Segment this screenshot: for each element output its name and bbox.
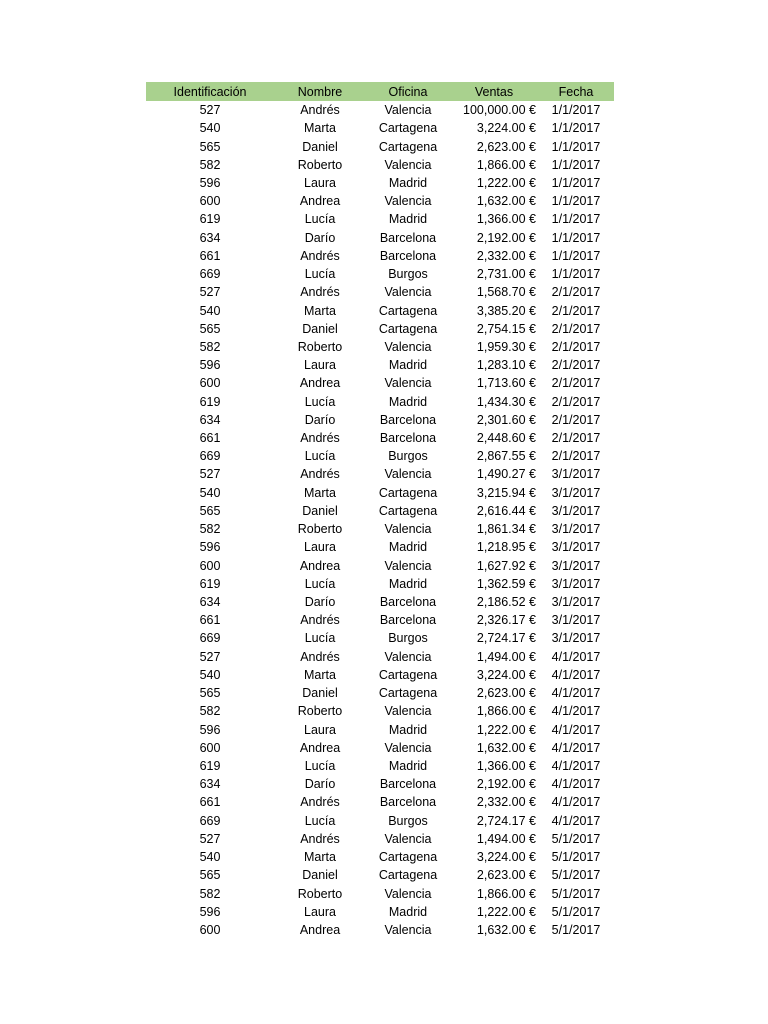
table-row xyxy=(146,374,614,392)
cell-fecha: 1/1/2017 xyxy=(551,230,601,245)
cell-nombre: Andrés xyxy=(300,467,340,482)
cell-fecha: 2/1/2017 xyxy=(551,321,601,336)
cell-identificacion: 540 xyxy=(199,121,221,136)
cell-fecha: 3/1/2017 xyxy=(551,595,601,610)
cell-ventas: 3,385.20 € xyxy=(476,303,536,318)
table-row xyxy=(146,520,614,538)
cell-nombre: Daniel xyxy=(302,686,338,701)
cell-oficina: Burgos xyxy=(388,631,428,646)
cell-nombre: Lucía xyxy=(304,212,336,227)
table-row xyxy=(146,684,614,702)
cell-ventas: 1,866.00 € xyxy=(476,886,536,901)
table-row xyxy=(146,174,614,192)
cell-ventas: 2,724.17 € xyxy=(476,631,536,646)
cell-fecha: 3/1/2017 xyxy=(551,558,601,573)
cell-ventas: 1,632.00 € xyxy=(476,740,536,755)
table-header-row xyxy=(146,82,614,101)
cell-ventas: 1,494.00 € xyxy=(476,649,536,664)
cell-nombre: Andrés xyxy=(300,248,340,263)
table-row xyxy=(146,702,614,720)
cell-nombre: Marta xyxy=(304,303,336,318)
cell-ventas: 2,754.15 € xyxy=(476,321,536,336)
cell-identificacion: 661 xyxy=(199,613,221,628)
table-row xyxy=(146,830,614,848)
table-row xyxy=(146,393,614,411)
cell-oficina: Valencia xyxy=(384,649,432,664)
table-row xyxy=(146,301,614,319)
cell-ventas: 2,332.00 € xyxy=(476,795,536,810)
cell-nombre: Darío xyxy=(304,412,336,427)
cell-identificacion: 661 xyxy=(199,248,221,263)
cell-nombre: Lucía xyxy=(304,758,336,773)
cell-nombre: Andrés xyxy=(300,831,340,846)
cell-fecha: 2/1/2017 xyxy=(551,339,601,354)
table-body xyxy=(146,101,614,939)
cell-fecha: 2/1/2017 xyxy=(551,376,601,391)
cell-identificacion: 619 xyxy=(199,212,221,227)
cell-fecha: 1/1/2017 xyxy=(551,175,601,190)
cell-nombre: Lucía xyxy=(304,394,336,409)
cell-ventas: 1,866.00 € xyxy=(476,157,536,172)
table-row xyxy=(146,866,614,884)
cell-oficina: Cartagena xyxy=(378,303,438,318)
cell-nombre: Roberto xyxy=(297,339,343,354)
cell-nombre: Daniel xyxy=(302,321,338,336)
cell-nombre: Lucía xyxy=(304,267,336,282)
cell-fecha: 1/1/2017 xyxy=(551,248,601,263)
cell-nombre: Lucía xyxy=(304,449,336,464)
table-row xyxy=(146,338,614,356)
cell-identificacion: 596 xyxy=(199,175,221,190)
cell-ventas: 2,186.52 € xyxy=(476,595,536,610)
cell-identificacion: 596 xyxy=(199,904,221,919)
cell-identificacion: 582 xyxy=(199,157,221,172)
cell-identificacion: 669 xyxy=(199,631,221,646)
cell-identificacion: 540 xyxy=(199,303,221,318)
cell-identificacion: 582 xyxy=(199,704,221,719)
cell-ventas: 1,222.00 € xyxy=(476,722,536,737)
cell-fecha: 3/1/2017 xyxy=(551,613,601,628)
cell-ventas: 1,713.60 € xyxy=(476,376,536,391)
table-row xyxy=(146,648,614,666)
cell-ventas: 1,218.95 € xyxy=(476,540,536,555)
table-row xyxy=(146,793,614,811)
table-row xyxy=(146,903,614,921)
cell-identificacion: 600 xyxy=(199,558,221,573)
cell-oficina: Barcelona xyxy=(379,412,437,427)
table-row xyxy=(146,593,614,611)
cell-identificacion: 565 xyxy=(199,139,221,154)
cell-fecha: 5/1/2017 xyxy=(551,922,601,937)
cell-identificacion: 634 xyxy=(199,412,221,427)
cell-identificacion: 661 xyxy=(199,431,221,446)
cell-identificacion: 565 xyxy=(199,686,221,701)
cell-oficina: Madrid xyxy=(388,722,428,737)
cell-oficina: Madrid xyxy=(388,358,428,373)
table-row xyxy=(146,720,614,738)
cell-oficina: Madrid xyxy=(388,540,428,555)
cell-oficina: Cartagena xyxy=(378,868,438,883)
cell-fecha: 2/1/2017 xyxy=(551,449,601,464)
cell-fecha: 3/1/2017 xyxy=(551,467,601,482)
cell-oficina: Madrid xyxy=(388,394,428,409)
table-row xyxy=(146,119,614,137)
cell-ventas: 1,959.30 € xyxy=(476,339,536,354)
cell-oficina: Valencia xyxy=(384,339,432,354)
cell-nombre: Darío xyxy=(304,595,336,610)
cell-fecha: 4/1/2017 xyxy=(551,795,601,810)
cell-oficina: Valencia xyxy=(384,157,432,172)
table-row xyxy=(146,137,614,155)
cell-nombre: Marta xyxy=(304,850,336,865)
cell-nombre: Daniel xyxy=(302,139,338,154)
cell-identificacion: 540 xyxy=(199,485,221,500)
cell-oficina: Barcelona xyxy=(379,777,437,792)
cell-oficina: Barcelona xyxy=(379,595,437,610)
cell-oficina: Burgos xyxy=(388,813,428,828)
cell-ventas: 1,568.70 € xyxy=(476,285,536,300)
cell-ventas: 2,448.60 € xyxy=(476,431,536,446)
cell-fecha: 4/1/2017 xyxy=(551,649,601,664)
cell-oficina: Valencia xyxy=(384,740,432,755)
table-row xyxy=(146,538,614,556)
cell-identificacion: 540 xyxy=(199,850,221,865)
cell-identificacion: 634 xyxy=(199,230,221,245)
cell-identificacion: 527 xyxy=(199,467,221,482)
cell-oficina: Valencia xyxy=(384,285,432,300)
cell-oficina: Cartagena xyxy=(378,850,438,865)
cell-nombre: Laura xyxy=(304,175,336,190)
cell-oficina: Barcelona xyxy=(379,613,437,628)
cell-identificacion: 600 xyxy=(199,922,221,937)
cell-fecha: 5/1/2017 xyxy=(551,850,601,865)
cell-identificacion: 619 xyxy=(199,758,221,773)
cell-nombre: Laura xyxy=(304,358,336,373)
table-row xyxy=(146,210,614,228)
cell-nombre: Marta xyxy=(304,667,336,682)
cell-nombre: Andrés xyxy=(300,285,340,300)
cell-oficina: Cartagena xyxy=(378,139,438,154)
table-row xyxy=(146,484,614,502)
cell-nombre: Lucía xyxy=(304,576,336,591)
cell-identificacion: 619 xyxy=(199,576,221,591)
table-row xyxy=(146,921,614,939)
table-row xyxy=(146,757,614,775)
table-row xyxy=(146,192,614,210)
cell-oficina: Valencia xyxy=(384,376,432,391)
cell-ventas: 1,366.00 € xyxy=(476,758,536,773)
table-row xyxy=(146,356,614,374)
table-row xyxy=(146,465,614,483)
cell-fecha: 1/1/2017 xyxy=(551,139,601,154)
cell-identificacion: 582 xyxy=(199,339,221,354)
cell-nombre: Laura xyxy=(304,904,336,919)
cell-identificacion: 600 xyxy=(199,194,221,209)
cell-oficina: Burgos xyxy=(388,267,428,282)
cell-nombre: Darío xyxy=(304,230,336,245)
cell-identificacion: 565 xyxy=(199,868,221,883)
cell-fecha: 3/1/2017 xyxy=(551,503,601,518)
cell-identificacion: 565 xyxy=(199,321,221,336)
cell-ventas: 100,000.00 € xyxy=(463,103,536,118)
table-row xyxy=(146,775,614,793)
cell-oficina: Barcelona xyxy=(379,795,437,810)
cell-fecha: 3/1/2017 xyxy=(551,576,601,591)
cell-fecha: 4/1/2017 xyxy=(551,813,601,828)
cell-ventas: 2,623.00 € xyxy=(476,686,536,701)
cell-fecha: 3/1/2017 xyxy=(551,631,601,646)
cell-oficina: Valencia xyxy=(384,194,432,209)
cell-ventas: 1,362.59 € xyxy=(476,576,536,591)
table-row xyxy=(146,411,614,429)
cell-oficina: Madrid xyxy=(388,576,428,591)
cell-oficina: Valencia xyxy=(384,558,432,573)
cell-oficina: Barcelona xyxy=(379,248,437,263)
cell-identificacion: 582 xyxy=(199,886,221,901)
cell-oficina: Valencia xyxy=(384,103,432,118)
cell-nombre: Andrés xyxy=(300,795,340,810)
cell-nombre: Roberto xyxy=(297,704,343,719)
cell-fecha: 4/1/2017 xyxy=(551,667,601,682)
cell-identificacion: 600 xyxy=(199,740,221,755)
cell-fecha: 4/1/2017 xyxy=(551,722,601,737)
cell-nombre: Andrea xyxy=(299,194,341,209)
cell-ventas: 2,623.00 € xyxy=(476,139,536,154)
cell-fecha: 2/1/2017 xyxy=(551,431,601,446)
cell-fecha: 3/1/2017 xyxy=(551,522,601,537)
cell-oficina: Madrid xyxy=(388,175,428,190)
cell-identificacion: 634 xyxy=(199,777,221,792)
header-nombre: Nombre xyxy=(297,84,343,99)
cell-nombre: Roberto xyxy=(297,157,343,172)
cell-ventas: 2,332.00 € xyxy=(476,248,536,263)
table-row xyxy=(146,739,614,757)
cell-ventas: 3,224.00 € xyxy=(476,850,536,865)
cell-identificacion: 619 xyxy=(199,394,221,409)
cell-fecha: 4/1/2017 xyxy=(551,686,601,701)
cell-ventas: 1,494.00 € xyxy=(476,831,536,846)
cell-oficina: Madrid xyxy=(388,212,428,227)
cell-ventas: 2,301.60 € xyxy=(476,412,536,427)
cell-nombre: Andrés xyxy=(300,613,340,628)
header-identificacion: Identificación xyxy=(173,84,247,99)
table-row xyxy=(146,611,614,629)
cell-oficina: Cartagena xyxy=(378,321,438,336)
table-row xyxy=(146,265,614,283)
table-row xyxy=(146,229,614,247)
cell-fecha: 4/1/2017 xyxy=(551,758,601,773)
cell-ventas: 1,861.34 € xyxy=(476,522,536,537)
cell-nombre: Daniel xyxy=(302,868,338,883)
cell-nombre: Roberto xyxy=(297,522,343,537)
cell-ventas: 2,616.44 € xyxy=(476,503,536,518)
cell-identificacion: 527 xyxy=(199,285,221,300)
cell-oficina: Valencia xyxy=(384,704,432,719)
cell-fecha: 4/1/2017 xyxy=(551,704,601,719)
table-row xyxy=(146,666,614,684)
cell-fecha: 1/1/2017 xyxy=(551,212,601,227)
cell-nombre: Andrea xyxy=(299,740,341,755)
cell-nombre: Lucía xyxy=(304,813,336,828)
cell-ventas: 2,867.55 € xyxy=(476,449,536,464)
table-row xyxy=(146,629,614,647)
cell-identificacion: 596 xyxy=(199,540,221,555)
cell-identificacion: 596 xyxy=(199,358,221,373)
cell-nombre: Andrea xyxy=(299,376,341,391)
cell-identificacion: 669 xyxy=(199,267,221,282)
cell-fecha: 1/1/2017 xyxy=(551,267,601,282)
cell-oficina: Valencia xyxy=(384,886,432,901)
cell-ventas: 1,632.00 € xyxy=(476,194,536,209)
cell-nombre: Marta xyxy=(304,121,336,136)
cell-fecha: 5/1/2017 xyxy=(551,868,601,883)
cell-nombre: Lucía xyxy=(304,631,336,646)
cell-nombre: Andrés xyxy=(300,649,340,664)
cell-fecha: 1/1/2017 xyxy=(551,103,601,118)
cell-fecha: 5/1/2017 xyxy=(551,904,601,919)
cell-oficina: Madrid xyxy=(388,904,428,919)
table-row xyxy=(146,812,614,830)
cell-oficina: Valencia xyxy=(384,522,432,537)
cell-fecha: 5/1/2017 xyxy=(551,886,601,901)
cell-fecha: 2/1/2017 xyxy=(551,285,601,300)
cell-oficina: Cartagena xyxy=(378,686,438,701)
cell-ventas: 1,434.30 € xyxy=(476,394,536,409)
cell-oficina: Barcelona xyxy=(379,431,437,446)
cell-fecha: 5/1/2017 xyxy=(551,831,601,846)
header-fecha: Fecha xyxy=(558,84,594,99)
cell-oficina: Valencia xyxy=(384,467,432,482)
cell-nombre: Laura xyxy=(304,540,336,555)
cell-identificacion: 527 xyxy=(199,831,221,846)
sales-table xyxy=(146,82,614,939)
table-row xyxy=(146,502,614,520)
cell-identificacion: 527 xyxy=(199,103,221,118)
cell-oficina: Barcelona xyxy=(379,230,437,245)
cell-nombre: Laura xyxy=(304,722,336,737)
cell-oficina: Burgos xyxy=(388,449,428,464)
table-row xyxy=(146,429,614,447)
table-row xyxy=(146,247,614,265)
cell-fecha: 2/1/2017 xyxy=(551,394,601,409)
cell-fecha: 2/1/2017 xyxy=(551,412,601,427)
cell-ventas: 2,724.17 € xyxy=(476,813,536,828)
header-ventas: Ventas xyxy=(474,84,514,99)
cell-oficina: Valencia xyxy=(384,831,432,846)
cell-nombre: Andrés xyxy=(300,103,340,118)
cell-ventas: 2,731.00 € xyxy=(476,267,536,282)
header-oficina: Oficina xyxy=(388,84,428,99)
cell-nombre: Roberto xyxy=(297,886,343,901)
cell-fecha: 4/1/2017 xyxy=(551,777,601,792)
table-row xyxy=(146,447,614,465)
cell-identificacion: 540 xyxy=(199,667,221,682)
cell-ventas: 1,866.00 € xyxy=(476,704,536,719)
cell-nombre: Darío xyxy=(304,777,336,792)
cell-identificacion: 600 xyxy=(199,376,221,391)
table-row xyxy=(146,320,614,338)
cell-nombre: Daniel xyxy=(302,503,338,518)
table-row xyxy=(146,556,614,574)
cell-ventas: 1,632.00 € xyxy=(476,922,536,937)
cell-ventas: 1,366.00 € xyxy=(476,212,536,227)
cell-ventas: 1,627.92 € xyxy=(476,558,536,573)
table-row xyxy=(146,884,614,902)
cell-ventas: 1,222.00 € xyxy=(476,904,536,919)
cell-nombre: Marta xyxy=(304,485,336,500)
cell-identificacion: 596 xyxy=(199,722,221,737)
cell-oficina: Cartagena xyxy=(378,667,438,682)
cell-ventas: 3,224.00 € xyxy=(476,667,536,682)
cell-identificacion: 527 xyxy=(199,649,221,664)
table-row xyxy=(146,156,614,174)
table-row xyxy=(146,848,614,866)
cell-oficina: Cartagena xyxy=(378,485,438,500)
table-row xyxy=(146,283,614,301)
cell-oficina: Valencia xyxy=(384,922,432,937)
cell-fecha: 3/1/2017 xyxy=(551,485,601,500)
cell-ventas: 1,490.27 € xyxy=(476,467,536,482)
cell-fecha: 1/1/2017 xyxy=(551,121,601,136)
cell-identificacion: 582 xyxy=(199,522,221,537)
cell-ventas: 3,215.94 € xyxy=(476,485,536,500)
cell-oficina: Madrid xyxy=(388,758,428,773)
cell-ventas: 2,192.00 € xyxy=(476,777,536,792)
cell-oficina: Cartagena xyxy=(378,121,438,136)
cell-ventas: 2,623.00 € xyxy=(476,868,536,883)
cell-fecha: 1/1/2017 xyxy=(551,194,601,209)
table-row xyxy=(146,101,614,119)
cell-ventas: 3,224.00 € xyxy=(476,121,536,136)
cell-ventas: 2,326.17 € xyxy=(476,613,536,628)
cell-nombre: Andrea xyxy=(299,922,341,937)
cell-identificacion: 634 xyxy=(199,595,221,610)
cell-fecha: 2/1/2017 xyxy=(551,358,601,373)
cell-identificacion: 669 xyxy=(199,813,221,828)
table-row xyxy=(146,575,614,593)
cell-identificacion: 565 xyxy=(199,503,221,518)
cell-identificacion: 669 xyxy=(199,449,221,464)
cell-ventas: 1,283.10 € xyxy=(476,358,536,373)
cell-oficina: Cartagena xyxy=(378,503,438,518)
cell-ventas: 1,222.00 € xyxy=(476,175,536,190)
cell-fecha: 2/1/2017 xyxy=(551,303,601,318)
cell-nombre: Andrea xyxy=(299,558,341,573)
cell-identificacion: 661 xyxy=(199,795,221,810)
cell-nombre: Andrés xyxy=(300,431,340,446)
cell-fecha: 4/1/2017 xyxy=(551,740,601,755)
cell-fecha: 3/1/2017 xyxy=(551,540,601,555)
cell-ventas: 2,192.00 € xyxy=(476,230,536,245)
cell-fecha: 1/1/2017 xyxy=(551,157,601,172)
